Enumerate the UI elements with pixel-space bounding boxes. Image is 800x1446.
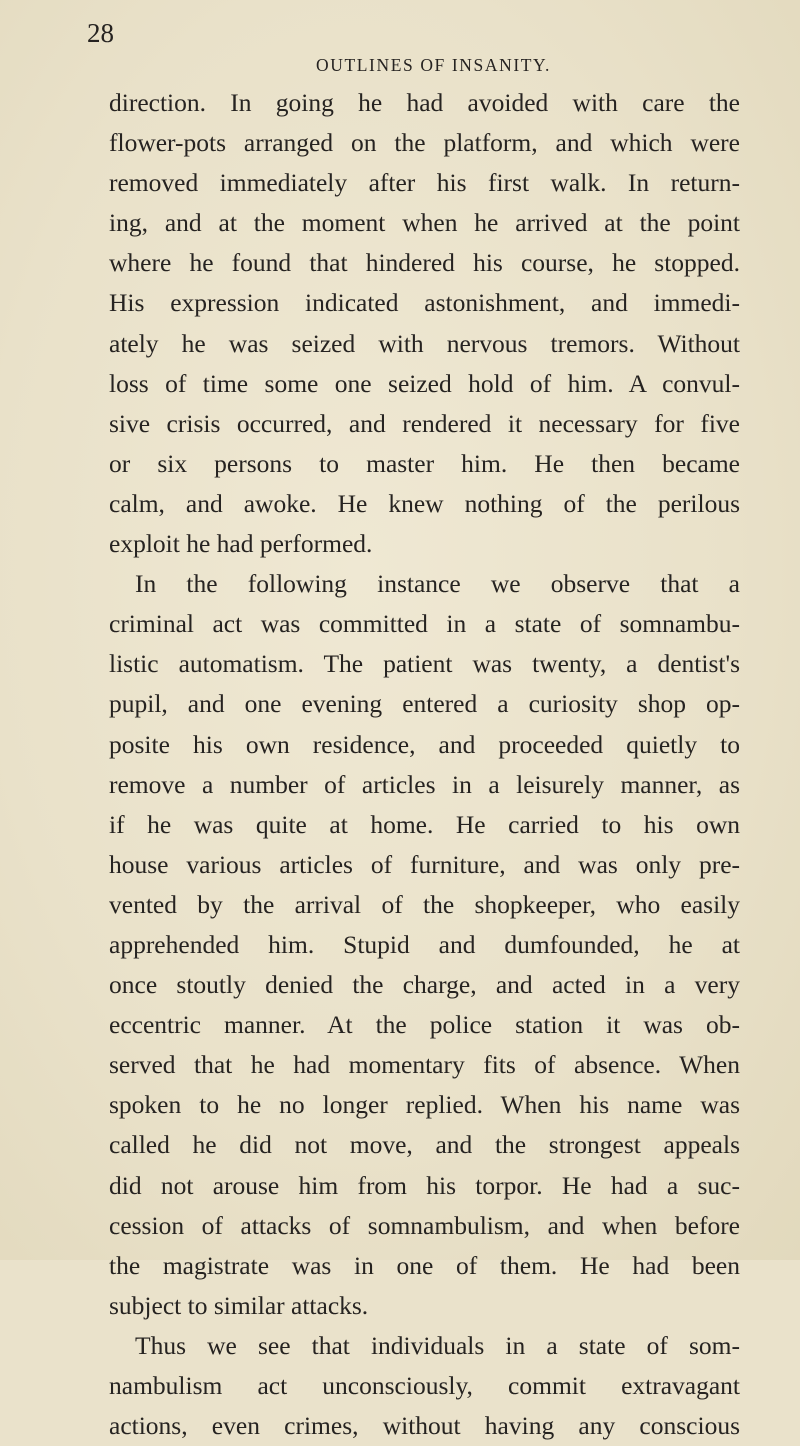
text-line: His expression indicated astonishment, and immedi- bbox=[109, 288, 740, 318]
text-line: posite his own residence, and proceeded quietly to bbox=[109, 729, 740, 759]
text-line: cession of attacks of somnambulism, and when before bbox=[109, 1210, 740, 1240]
text-line: nambulism act unconsciously, commit extravagant bbox=[109, 1371, 740, 1400]
text-line: vented by the arrival of the shopkeeper, who easily bbox=[109, 889, 740, 919]
text-line: remove a number of articles in a leisurely manner, as bbox=[109, 769, 740, 799]
text-line: did not arouse him from his torpor. He had a suc- bbox=[109, 1170, 740, 1200]
paragraph-end-line: subject to similar attacks. bbox=[109, 1290, 369, 1320]
text-line: ately he was seized with nervous tremors. Without bbox=[109, 328, 740, 358]
text-line: listic automatism. The patient was twenty, a dentist's bbox=[109, 649, 740, 679]
text-line: or six persons to master him. He then became bbox=[109, 448, 740, 478]
text-line: actions, even crimes, without having any conscious bbox=[109, 1411, 740, 1441]
text-line: the magistrate was in one of them. He had been bbox=[109, 1250, 740, 1280]
text-line: served that he had momentary fits of absence. When bbox=[109, 1050, 740, 1080]
text-line: removed immediately after his first walk. In return- bbox=[109, 168, 740, 198]
text-line: spoken to he no longer replied. When his name was bbox=[109, 1090, 740, 1120]
text-line: pupil, and one evening entered a curiosity shop op- bbox=[109, 689, 740, 719]
text-line: house various articles of furniture, and was only pre- bbox=[109, 849, 740, 879]
page-number: 28 bbox=[87, 18, 114, 48]
text-line: if he was quite at home. He carried to his own bbox=[109, 809, 740, 839]
text-line: where he found that hindered his course, he stopped. bbox=[109, 248, 740, 278]
text-line: ing, and at the moment when he arrived at the point bbox=[109, 208, 740, 238]
text-line: apprehended him. Stupid and dumfounded, he at bbox=[109, 929, 740, 959]
text-line: criminal act was committed in a state of somnambu- bbox=[109, 609, 740, 639]
text-line: sive crisis occurred, and rendered it necessary for five bbox=[109, 408, 740, 438]
running-head: OUTLINES OF INSANITY. bbox=[316, 55, 552, 75]
paragraph-end-line: exploit he had performed. bbox=[109, 529, 373, 559]
text-line: flower-pots arranged on the platform, and which were bbox=[109, 128, 740, 158]
text-line: once stoutly denied the charge, and acted in a very bbox=[109, 970, 740, 1000]
body-text bbox=[109, 83, 740, 1446]
text-line: calm, and awoke. He knew nothing of the perilous bbox=[109, 488, 740, 518]
paragraph-start-line: In the following instance we observe that a bbox=[135, 569, 740, 599]
text-line: loss of time some one seized hold of him. A convul- bbox=[109, 368, 740, 398]
paragraph-start-line: Thus we see that individuals in a state of som- bbox=[135, 1330, 740, 1360]
text-line: called he did not move, and the strongest appeals bbox=[109, 1130, 740, 1160]
text-line: eccentric manner. At the police station it was ob- bbox=[109, 1010, 740, 1040]
text-line: direction. In going he had avoided with care the bbox=[109, 88, 740, 117]
